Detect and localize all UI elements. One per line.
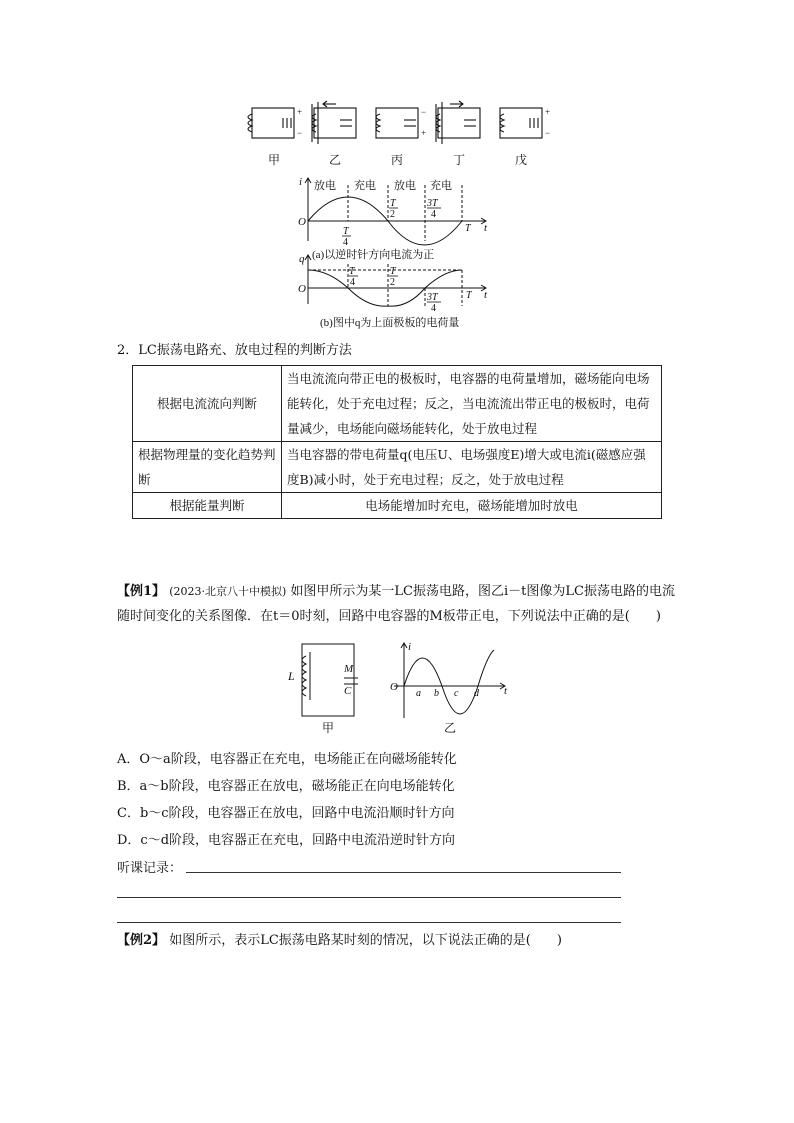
origin-label: O [298, 216, 306, 228]
notes-label: 听课记录： [117, 861, 183, 876]
circuit-bing [376, 108, 418, 138]
example-1-current-wave [404, 650, 494, 714]
example-1-tag: 【例1】 [117, 584, 166, 599]
tick-T2-den: 2 [390, 209, 395, 220]
t-axis-label-b: t [484, 289, 488, 301]
plate-m-label: M [344, 663, 354, 675]
tick-T4-num-b: T [349, 266, 355, 277]
example-2-question [117, 928, 677, 953]
graph-b-caption: (b)图中q为上面极板的电荷量 [320, 317, 460, 329]
ex1-origin-label: O [390, 681, 398, 693]
circuit-label-yi: 乙 [329, 153, 342, 167]
phase-label-1: 放电 [314, 180, 336, 192]
section-2-title: 2．LC振荡电路充、放电过程的判断方法 [117, 343, 352, 358]
notes-line-1[interactable] [186, 872, 621, 873]
example-1-source: (2023·北京八十中模拟) [169, 585, 287, 598]
notes-line-3[interactable] [117, 922, 621, 923]
table-value-cell: 当电容器的带电荷量q(电压U、电场强度E)增大或电流i(磁感应强度B)减小时，处于充电过程；反之，处于放电过程 [282, 442, 662, 493]
circuit-jia [248, 108, 294, 138]
table-value-cell: 当电流流向带正电的极板时，电容器的电荷量增加，磁场能向电场能转化，处于充电过程；反之，当电流流出带正电的极板时，电荷量减少，电场能向磁场能转化，处于放电过程 [282, 366, 662, 442]
tick-T2-den-b: 2 [390, 277, 395, 288]
tick-3T4-num: 3T [427, 198, 438, 209]
phase-label-3: 放电 [394, 180, 416, 192]
table-value-cell: 电场能增加时充电，磁场能增加时放电 [282, 493, 662, 519]
example-1-figure [284, 638, 514, 738]
example-1-text: 如图甲所示为某一LC振荡电路，图乙i－t图像为LC振荡电路的电流随时间变化的关系图像．在t＝0时刻，回路中电容器的M板带正电，下列说法中正确的是( ) [117, 584, 675, 624]
lc-cycle-circuits-figure [240, 98, 560, 170]
example-1-question [117, 579, 677, 629]
tick-T4-den: 4 [343, 237, 348, 248]
circuit-label-jia: 甲 [268, 153, 281, 167]
circuit-wu [500, 108, 542, 138]
tick-T4-num: T [343, 226, 349, 237]
svg-text:+: + [421, 128, 427, 138]
tick-T2-num-b: T [390, 266, 396, 277]
table-key-cell: 根据能量判断 [133, 493, 282, 519]
point-b-label: b [434, 688, 439, 699]
svg-text:+: + [297, 107, 303, 117]
svg-text:−: − [545, 128, 551, 138]
circuit-label-wu: 戊 [515, 153, 528, 167]
point-c-label: c [454, 688, 459, 699]
phase-label-2: 充电 [354, 180, 376, 192]
q-axis-label: q [299, 253, 305, 265]
circuit-label-bing: 丙 [391, 153, 404, 167]
circuit-ding [436, 101, 480, 144]
i-axis-label: i [299, 176, 303, 188]
t-axis-label: t [484, 222, 488, 234]
ex1-i-label: i [408, 641, 412, 653]
capacitor-label: C [344, 685, 352, 697]
tick-T4-den-b: 4 [350, 277, 355, 288]
svg-text:+: + [545, 107, 551, 117]
ex1-t-label: t [504, 685, 508, 697]
option-b[interactable]: B．a～b阶段，电容器正在放电，磁场能正在向电场能转化 [117, 779, 455, 794]
option-a[interactable]: A．O～a阶段，电容器正在充电，电场能正在向磁场能转化 [117, 752, 457, 767]
judgment-method-table [132, 365, 662, 519]
table-key-cell: 根据物理量的变化趋势判断 [133, 442, 282, 493]
tick-T: T [465, 223, 471, 234]
charge-time-graph [290, 252, 500, 334]
tick-T2-num: T [390, 198, 396, 209]
fig-jia-label: 甲 [322, 721, 335, 735]
graph-a-caption: (a)以逆时针方向电流为正 [312, 249, 435, 261]
svg-text:−: − [297, 128, 303, 138]
tick-3T4-num-b: 3T [427, 292, 438, 303]
table-row [133, 493, 662, 519]
notes-line-2[interactable] [117, 897, 621, 898]
tick-3T4-den-b: 4 [431, 303, 436, 314]
option-d[interactable]: D．c～d阶段，电容器正在充电，回路中电流沿逆时针方向 [117, 833, 456, 848]
table-row [133, 442, 662, 493]
option-c[interactable]: C．b～c阶段，电容器正在放电，回路中电流沿顺时针方向 [117, 806, 455, 821]
tick-3T4-den: 4 [431, 209, 436, 220]
svg-text:−: − [421, 107, 427, 117]
phase-label-4: 充电 [430, 180, 452, 192]
circuit-yi [312, 101, 356, 144]
tick-T-b: T [466, 290, 472, 301]
point-d-label: d [474, 688, 479, 699]
fig-yi-label: 乙 [444, 721, 457, 735]
table-row [133, 366, 662, 442]
circuit-label-ding: 丁 [453, 153, 466, 167]
table-key-cell: 根据电流流向判断 [133, 366, 282, 442]
example-2-text: 如图所示，表示LC振荡电路某时刻的情况，以下说法正确的是( ) [169, 933, 562, 948]
example-2-tag: 【例2】 [117, 933, 166, 948]
point-a-label: a [416, 688, 421, 699]
inductor-label: L [288, 669, 295, 683]
origin-label-b: O [298, 283, 306, 295]
